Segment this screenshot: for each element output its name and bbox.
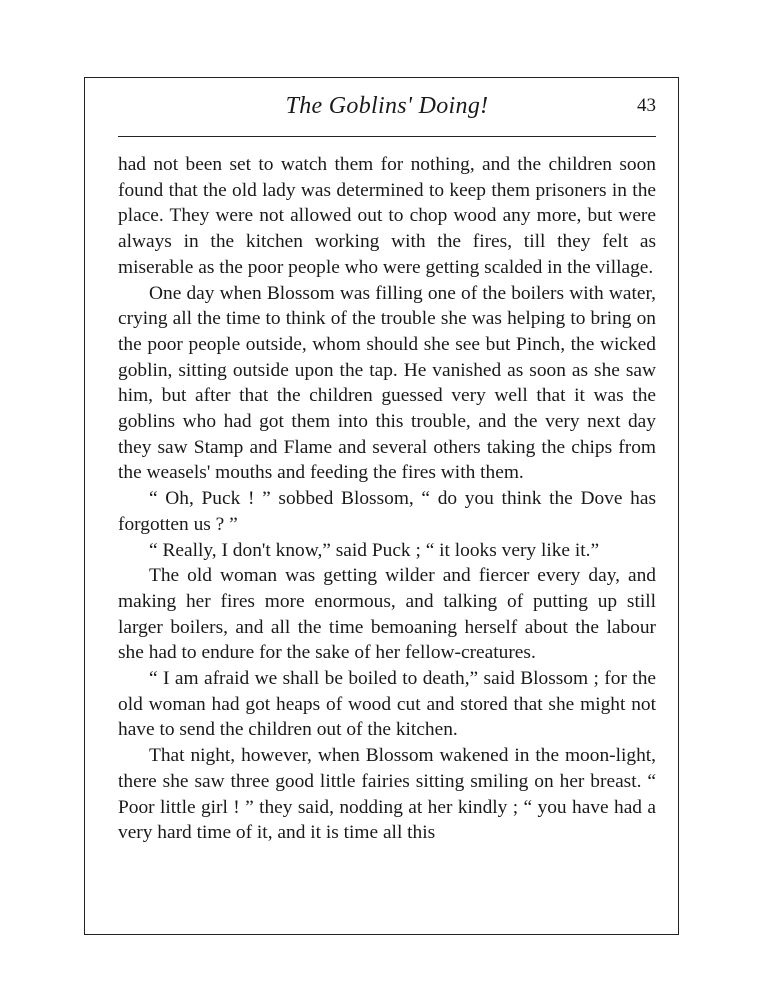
body-text xyxy=(118,152,656,846)
chapter-title: The Goblins' Doing! xyxy=(285,93,489,119)
running-header xyxy=(118,86,656,126)
paragraph-dialogue: “ Really, I don't know,” said Puck ; “ it looks very like it.” xyxy=(149,539,600,561)
page-number: 43 xyxy=(637,95,656,116)
paragraph-dialogue: “ Oh, Puck ! ” sobbed Blossom, “ do you think the Dove has forgotten us ? ” xyxy=(118,488,656,535)
header-rule xyxy=(118,136,656,137)
paragraph: The old woman was getting wilder and fiercer every day, and making her fires more enormous, and talking of putting up still larger boilers, and all the time bemoaning herself about the labour she had to endure for the sake of her fellow-creatures. xyxy=(118,565,656,664)
paragraph-dialogue: “ I am afraid we shall be boiled to death,” said Blossom ; for the old woman had got heaps of wood cut and stored that she might not have to send the children out of the kitchen. xyxy=(118,668,656,741)
paragraph-continued: had not been set to watch them for nothing, and the children soon found that the old lady was determined to keep them prisoners in the place. They were not allowed out to chop wood any more, but were always in the kitchen working with the fires, till they felt as miserable as the poor people who were getting scalded in the village. xyxy=(118,154,656,278)
paragraph: That night, however, when Blossom wakened in the moon-light, there she saw three good little fairies sitting smiling on her breast. “ Poor little girl ! ” they said, nodding at her kindly ; “ you have had a very hard time of it, and it is time all this xyxy=(118,745,656,844)
paragraph: One day when Blossom was filling one of the boilers with water, crying all the time to think of the trouble she was helping to bring on the poor people outside, whom should she see but Pinch, the wicked goblin, sitting outside upon the tap. He vanished as soon as she saw him, but after that the children guessed very well that it was the goblins who had got them into this trouble, and the very next day they saw Stamp and Flame and several others taking the chips from the weasels' mouths and feeding the fires with them. xyxy=(118,282,656,484)
